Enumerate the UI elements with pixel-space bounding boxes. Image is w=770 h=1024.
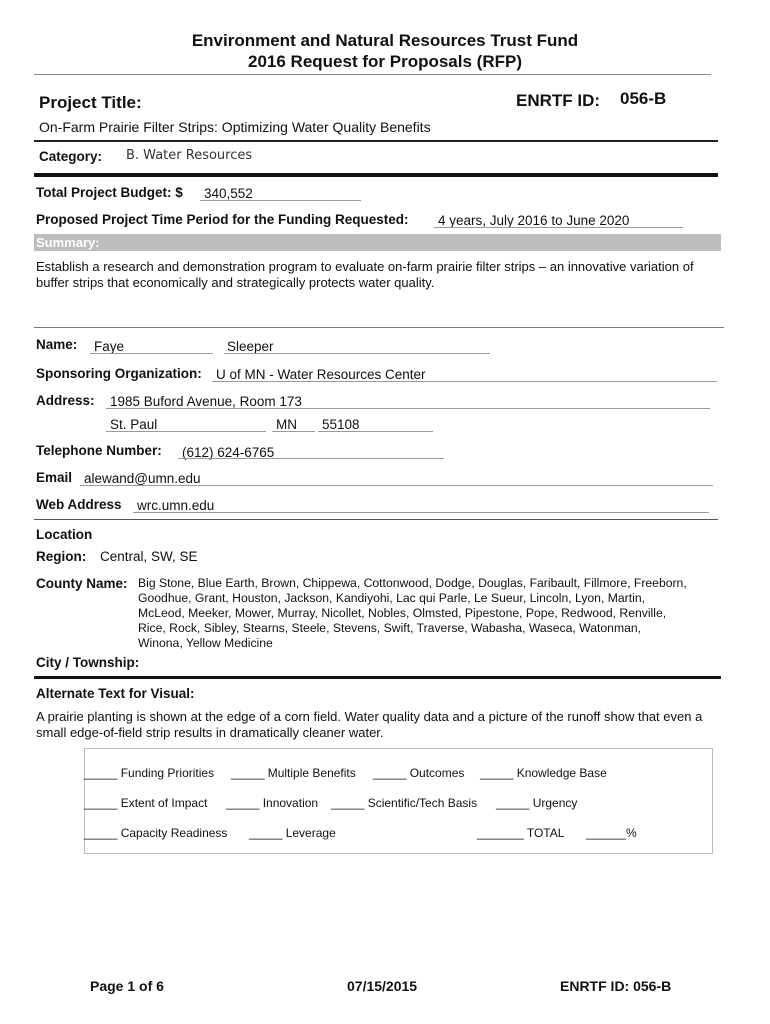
footer-enrtf-id: ENRTF ID: 056-B bbox=[560, 978, 672, 994]
category-label: Category: bbox=[39, 149, 103, 164]
county-list bbox=[138, 576, 687, 651]
org-label: Sponsoring Organization: bbox=[36, 366, 202, 381]
email-label: Email bbox=[36, 470, 73, 485]
summary-label: Summary: bbox=[36, 235, 100, 250]
budget-underline bbox=[200, 200, 361, 201]
county-line: Big Stone, Blue Earth, Brown, Chippewa, Cottonwood, Dodge, Douglas, Faribault, Fillmore, Freeborn, bbox=[138, 576, 687, 590]
org-underline bbox=[212, 381, 717, 382]
score-total: _______ TOTAL bbox=[477, 826, 565, 840]
web-label: Web Address bbox=[36, 497, 122, 512]
summary-bar bbox=[34, 234, 721, 251]
summary-rule bbox=[34, 327, 724, 328]
phone-label: Telephone Number: bbox=[36, 443, 162, 458]
web-value: wrc.umn.edu bbox=[137, 498, 215, 513]
footer-date: 07/15/2015 bbox=[347, 978, 418, 994]
period-underline bbox=[434, 227, 683, 228]
state-value: MN bbox=[276, 417, 297, 432]
zip-underline bbox=[318, 431, 433, 432]
name-label: Name: bbox=[36, 337, 78, 352]
period-value: 4 years, July 2016 to June 2020 bbox=[438, 213, 630, 228]
location-heading: Location bbox=[36, 527, 93, 542]
street-value: 1985 Buford Avenue, Room 173 bbox=[110, 394, 302, 409]
score-percent: ______% bbox=[586, 826, 637, 840]
county-line: Rice, Rock, Sibley, Stearns, Steele, Stevens, Swift, Traverse, Wabasha, Waseca, Watonman, bbox=[138, 621, 642, 635]
last-name-underline bbox=[224, 353, 490, 354]
summary-text: Establish a research and demonstration program to evaluate on-farm prairie filter strips – an innovative variation of buffer strips that economically and strategically protects water quality. bbox=[36, 259, 694, 290]
score-urgency: _____ Urgency bbox=[496, 796, 578, 810]
project-title-value: On-Farm Prairie Filter Strips: Optimizing Water Quality Benefits bbox=[39, 119, 431, 135]
enrtf-id-label: ENRTF ID: bbox=[516, 91, 601, 110]
phone-underline bbox=[178, 458, 444, 459]
web-underline bbox=[133, 512, 709, 513]
category-rule bbox=[34, 173, 718, 177]
doc-subtitle: 2016 Request for Proposals (RFP) bbox=[248, 52, 522, 71]
doc-title: Environment and Natural Resources Trust Fund bbox=[191, 31, 579, 50]
county-line: Winona, Yellow Medicine bbox=[138, 636, 273, 650]
city-underline bbox=[106, 431, 266, 432]
city-value: St. Paul bbox=[110, 417, 158, 432]
enrtf-id-value: 056-B bbox=[620, 89, 667, 108]
zip-value: 55108 bbox=[322, 417, 360, 432]
footer-page-number: Page 1 of 6 bbox=[90, 978, 164, 994]
org-value: U of MN - Water Resources Center bbox=[216, 367, 426, 382]
county-line: McLeod, Meeker, Mower, Murray, Nicollet, Nobles, Olmsted, Pipestone, Pope, Redwood, Renville, bbox=[138, 606, 667, 620]
county-line: Goodhue, Grant, Houston, Jackson, Kandiyohi, Lac qui Parle, Le Sueur, Lincoln, Lyon, Martin, bbox=[138, 591, 645, 605]
period-label: Proposed Project Time Period for the Funding Requested: bbox=[36, 212, 409, 227]
score-capacity-readiness: _____ Capacity Readiness bbox=[84, 826, 228, 840]
category-value: B. Water Resources bbox=[126, 148, 253, 163]
score-multiple-benefits: _____ Multiple Benefits bbox=[231, 766, 356, 780]
score-outcomes: _____ Outcomes bbox=[373, 766, 465, 780]
contact-rule bbox=[34, 519, 718, 520]
header-rule bbox=[34, 74, 711, 75]
score-funding-priorities: _____ Funding Priorities bbox=[84, 766, 215, 780]
email-value: alewand@umn.edu bbox=[84, 471, 201, 486]
last-name: Sleeper bbox=[227, 339, 274, 354]
alt-text-value: A prairie planting is shown at the edge of a corn field. Water quality data and a picture of the runoff show that even a small edge-of-field strip results in dramatically cleaner water. bbox=[36, 709, 703, 740]
street-underline bbox=[106, 408, 710, 409]
first-name-underline bbox=[90, 353, 213, 354]
score-innovation: _____ Innovation bbox=[226, 796, 319, 810]
address-label: Address: bbox=[36, 393, 95, 408]
score-leverage: _____ Leverage bbox=[249, 826, 336, 840]
email-underline bbox=[80, 485, 713, 486]
budget-label: Total Project Budget: $ bbox=[36, 185, 183, 200]
location-rule bbox=[34, 676, 721, 679]
score-knowledge-base: _____ Knowledge Base bbox=[480, 766, 607, 780]
first-name: Faye bbox=[94, 339, 125, 354]
alt-text-label: Alternate Text for Visual: bbox=[36, 686, 195, 701]
score-extent-of-impact: _____ Extent of Impact bbox=[84, 796, 208, 810]
title-rule bbox=[34, 140, 718, 142]
region-value: Central, SW, SE bbox=[100, 549, 198, 564]
phone-value: (612) 624-6765 bbox=[182, 445, 275, 460]
budget-value: 340,552 bbox=[204, 186, 253, 201]
state-underline bbox=[272, 431, 315, 432]
score-scientific-tech: _____ Scientific/Tech Basis bbox=[331, 796, 478, 810]
county-label: County Name: bbox=[36, 576, 128, 591]
region-label: Region: bbox=[36, 549, 87, 564]
city-township-label: City / Township: bbox=[36, 655, 140, 670]
project-title-label: Project Title: bbox=[39, 93, 142, 112]
